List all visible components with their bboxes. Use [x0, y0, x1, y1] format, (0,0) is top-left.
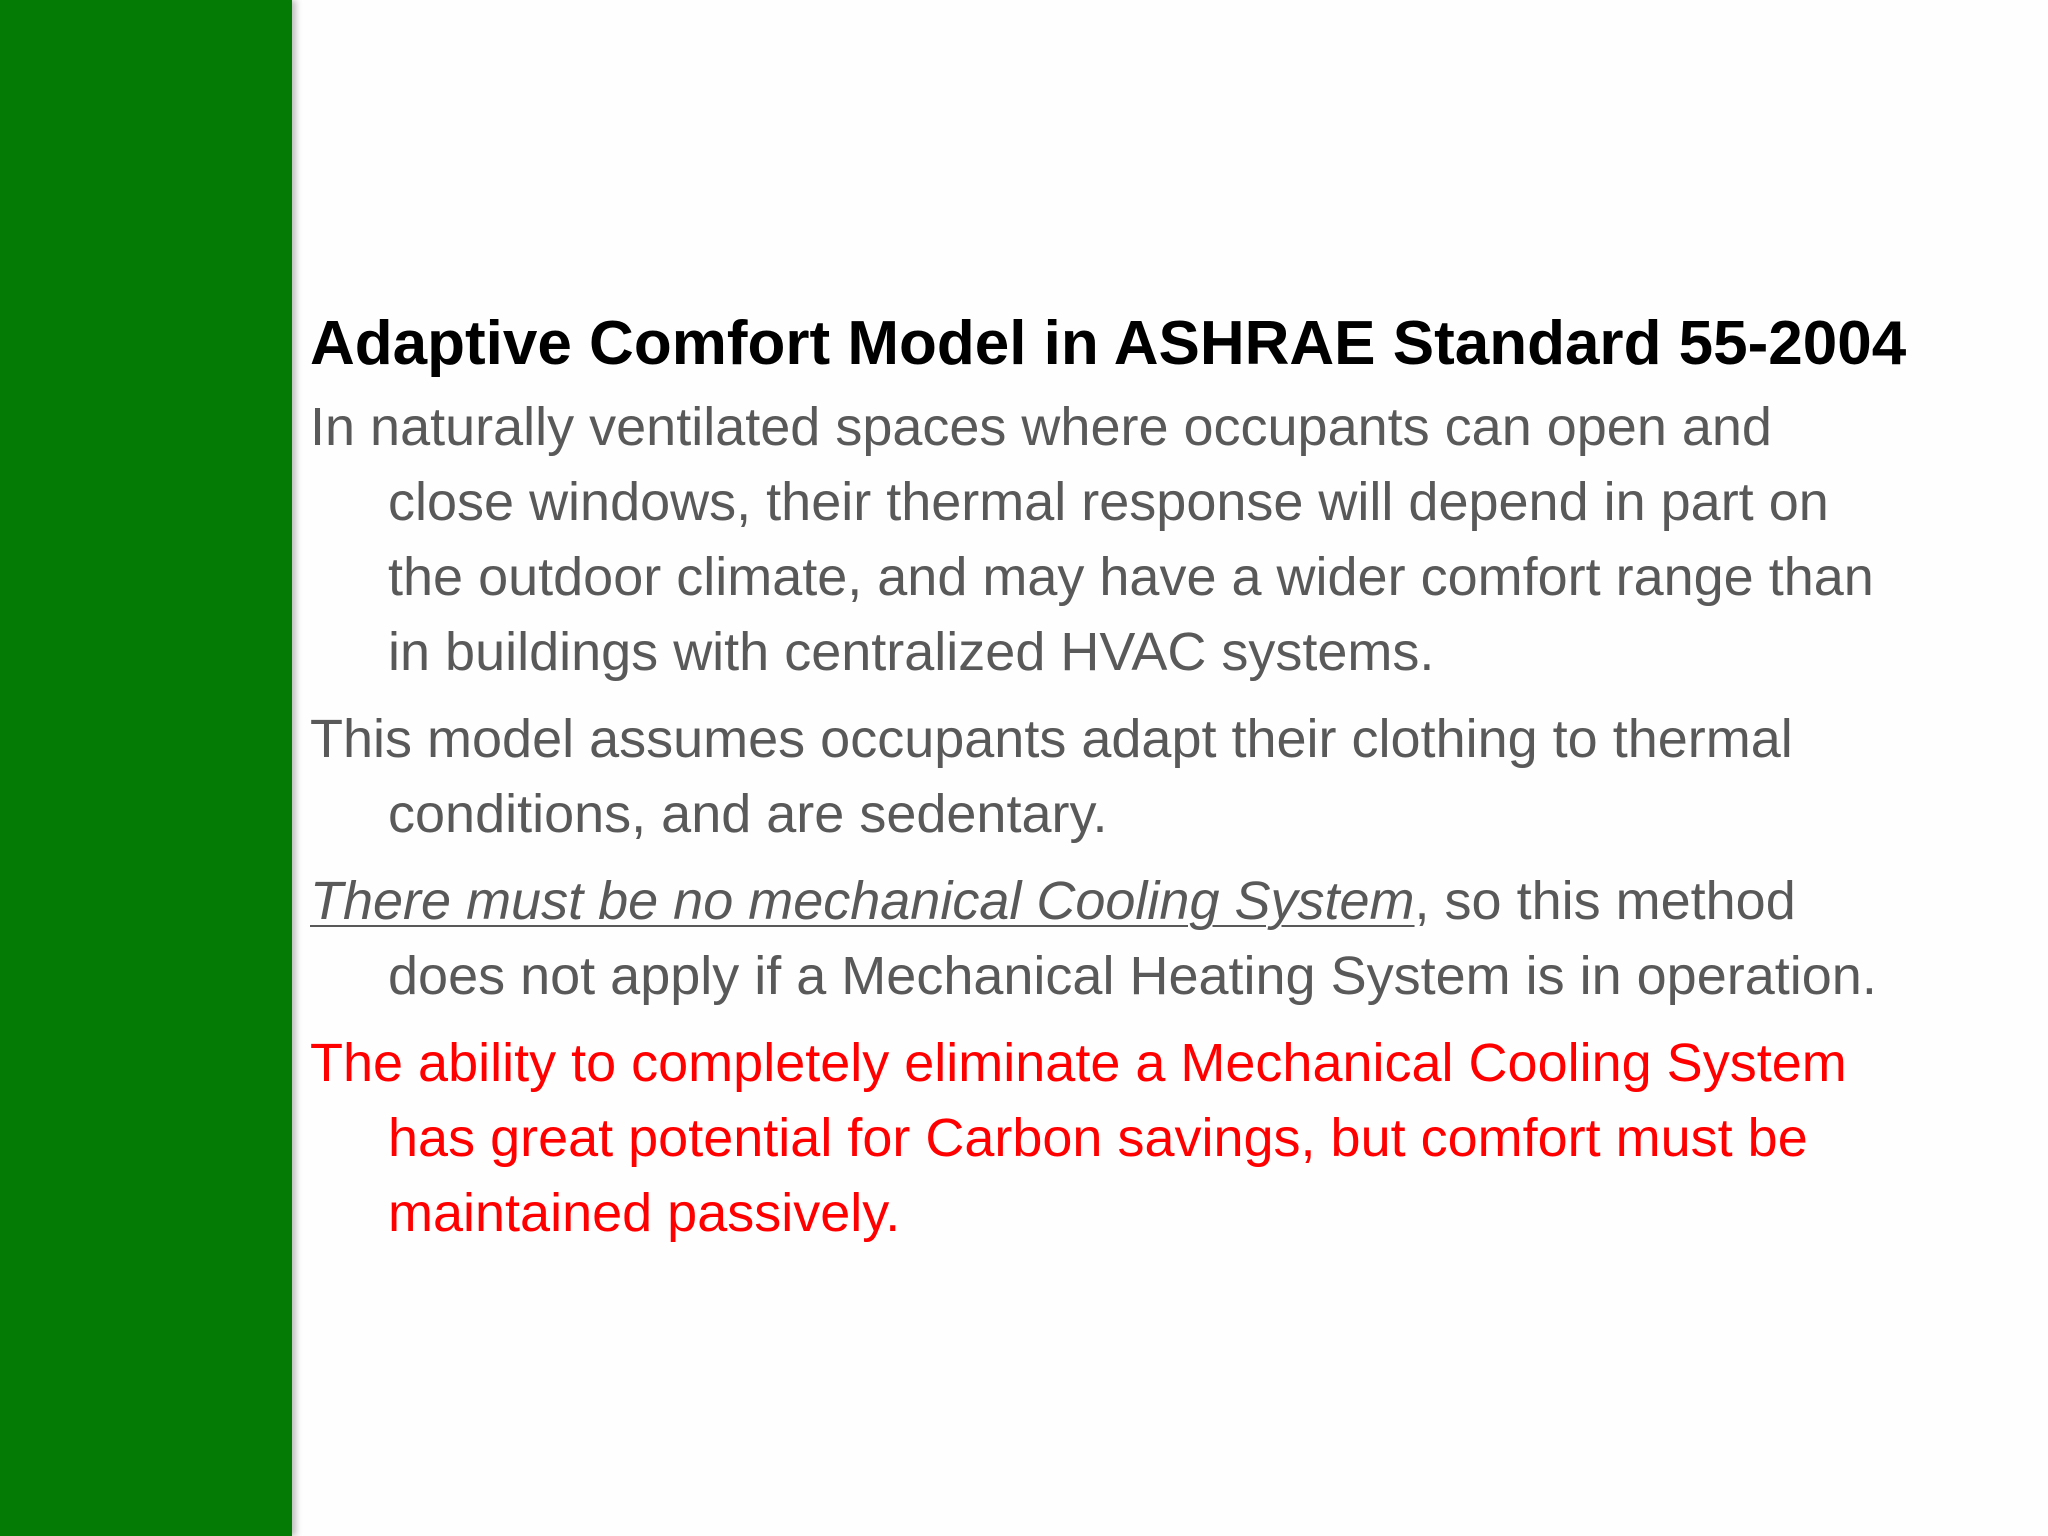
slide-title: Adaptive Comfort Model in ASHRAE Standard 55-2004: [310, 309, 1907, 378]
paragraph-carbon-savings: The ability to completely eliminate a Mechanical Cooling System has great potential for Carbon savings, but comfort must be maintained passively.: [310, 1033, 1847, 1243]
paragraph-natural-ventilation: In naturally ventilated spaces where occupants can open and close windows, their thermal response will depend in part on the outdoor climate, and may have a wider comfort range than in buildings with centralized HVAC systems.: [310, 397, 1874, 682]
cooling-restriction-rest: , so this method does not apply if a Mechanical Heating System is in operation.: [388, 871, 1877, 1006]
slide-content: [310, 300, 1910, 1251]
paragraph-model-assumptions: This model assumes occupants adapt their clothing to thermal conditions, and are sedentary.: [310, 709, 1793, 844]
sidebar-accent-bar: [0, 0, 292, 1536]
paragraph-cooling-restriction: [310, 864, 1910, 1014]
emphasized-no-cooling-text: There must be no mechanical Cooling System: [310, 871, 1415, 931]
